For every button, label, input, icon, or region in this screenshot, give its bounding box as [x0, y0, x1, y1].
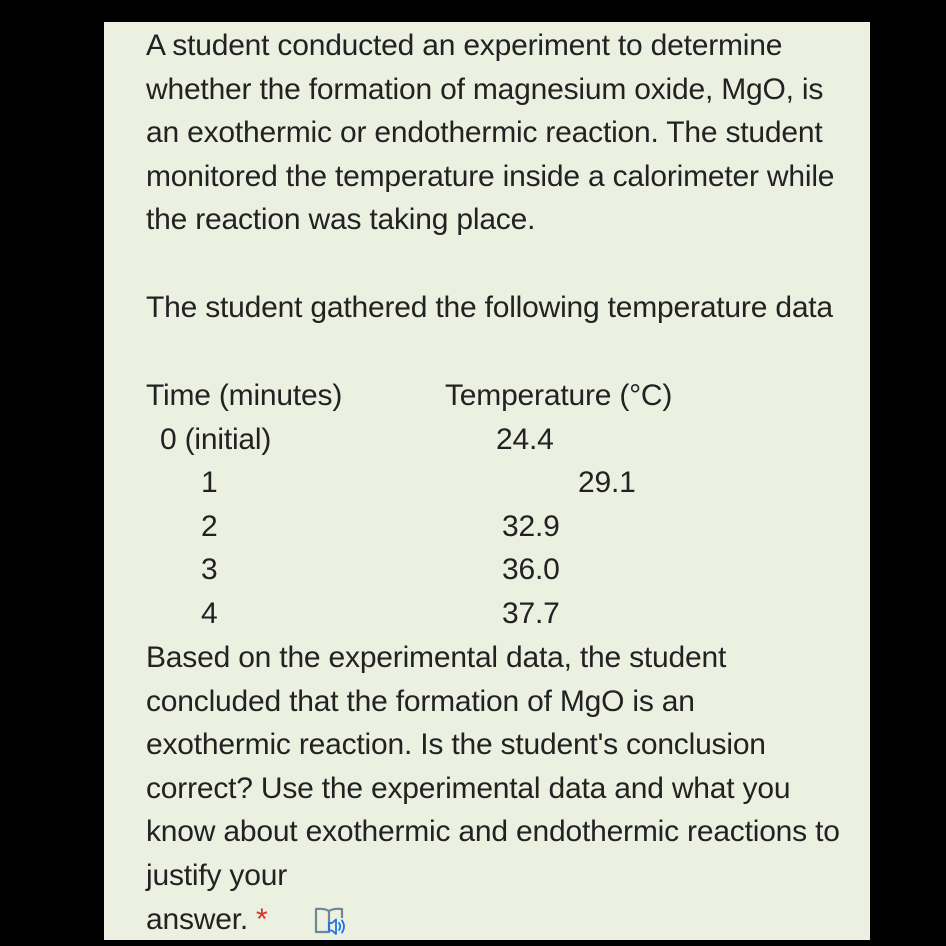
question-prompt: Based on the experimental data, the student concluded that the formation of MgO is an exothermic reaction. Is the student's conclusion correct? Use the experimental data and what you know about exothermic and endothermic reactions to justify your	[146, 641, 840, 892]
table-cell-temperature: 32.9	[502, 510, 560, 543]
question-intro: A student conducted an experiment to determine whether the formation of magnesium oxide, MgO, is an exothermic or endothermic reaction. The student monitored the temperature inside a calorimeter while the reaction was taking place.	[146, 29, 835, 237]
immersive-reader-speaker-icon	[312, 902, 348, 938]
table-cell-temperature: 29.1	[578, 466, 636, 499]
table-cell-time: 1	[201, 466, 218, 499]
table-cell-temperature: 36.0	[502, 553, 560, 586]
required-asterisk: *	[256, 903, 268, 936]
table-cell-time: 2	[201, 510, 218, 543]
table-cell-time: 4	[201, 597, 218, 630]
table-cell-time: 3	[201, 553, 218, 586]
data-intro: The student gathered the following temperature data	[146, 291, 833, 324]
question-panel	[104, 22, 870, 940]
table-header-temperature: Temperature (°C)	[445, 379, 673, 412]
question-prompt-end	[146, 898, 267, 940]
read-aloud-button[interactable]	[312, 902, 348, 938]
table-cell-temperature: 24.4	[496, 423, 554, 456]
table-header-time: Time (minutes)	[146, 379, 343, 412]
question-prompt-last-word: answer.	[146, 903, 248, 936]
table-cell-time: 0 (initial)	[160, 423, 272, 456]
table-cell-temperature: 37.7	[502, 597, 560, 630]
